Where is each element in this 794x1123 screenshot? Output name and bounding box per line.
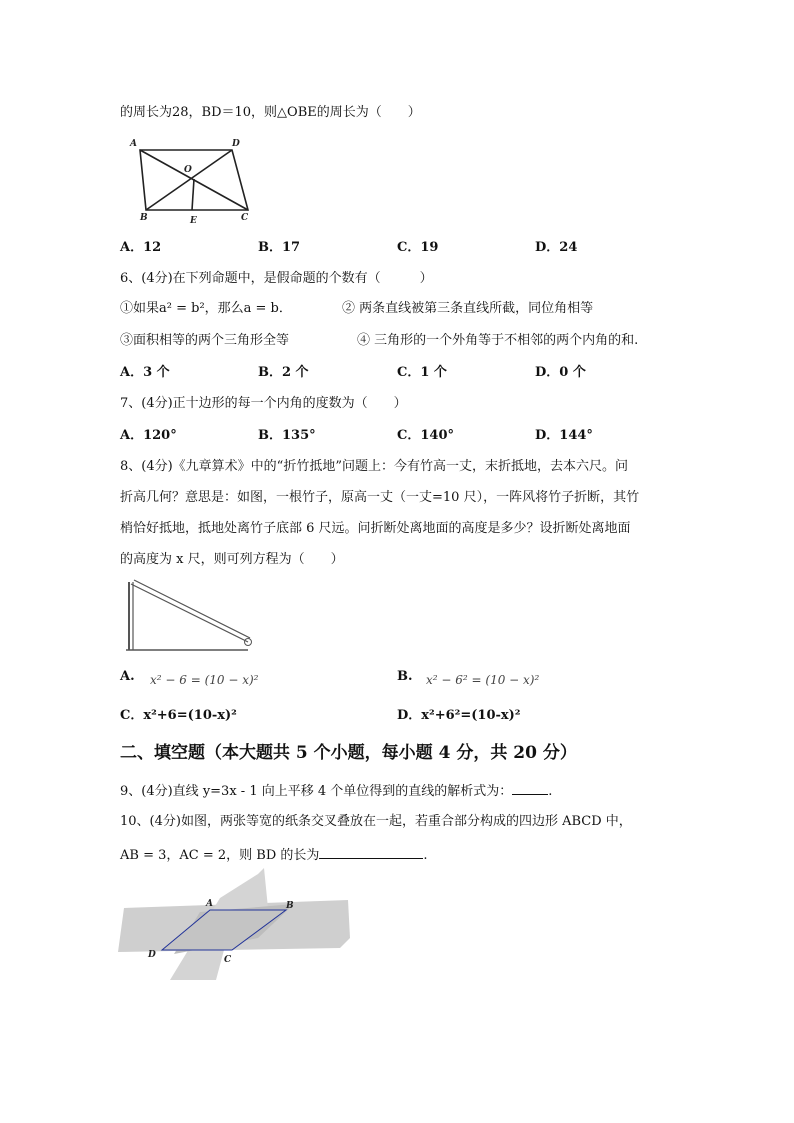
- q9-line: [120, 780, 552, 801]
- q10-label-b: B: [286, 901, 294, 911]
- q10-answer-blank[interactable]: [319, 844, 423, 859]
- q5-stem: 的周长为28，BD＝10，则△OBE的周长为（ ）: [120, 105, 421, 120]
- q10-text: AB = 3，AC = 2，则 BD 的长为: [120, 848, 320, 863]
- q8-option-c[interactable]: C．x²+6=(10-x)²: [120, 708, 237, 723]
- q5-option-b[interactable]: B．17: [258, 240, 301, 255]
- q7-option-a[interactable]: A．120°: [120, 428, 177, 443]
- q5-label-e: E: [190, 216, 197, 226]
- q5-option-a[interactable]: A．12: [120, 240, 162, 255]
- q8-line-1: 8、(4分)《九章算术》中的“折竹抵地”问题上：今有竹高一丈，末折抵地，去本六尺。问: [120, 459, 628, 474]
- q8-option-d[interactable]: D．x²+6²=(10-x)²: [397, 708, 521, 723]
- q6-stem: 6、(4分)在下列命题中，是假命题的个数有（ ）: [120, 271, 433, 286]
- q10-paper-strips-figure: [118, 868, 378, 980]
- q8-option-b-label[interactable]: B.: [397, 669, 413, 684]
- q5-label-o: O: [184, 165, 192, 175]
- q10-label-c: C: [224, 955, 232, 965]
- q6-option-a[interactable]: A．3 个: [120, 365, 170, 380]
- q9-end: .: [548, 784, 553, 799]
- section-2-heading: 二、填空题（本大题共 5 个小题，每小题 4 分，共 20 分）: [120, 743, 577, 763]
- q8-option-a-equation: x² − 6 = (10 − x)²: [150, 673, 259, 687]
- q10-label-a: A: [206, 899, 213, 909]
- q8-line-3: 梢恰好抵地，抵地处离竹子底部 6 尺远。问折断处离地面的高度是多少？设折断处离地面: [120, 521, 631, 536]
- q5-option-d[interactable]: D．24: [535, 240, 578, 255]
- q6-option-d[interactable]: D．0 个: [535, 365, 586, 380]
- q8-option-a-label[interactable]: A.: [120, 669, 135, 684]
- q6-option-c[interactable]: C．1 个: [397, 365, 447, 380]
- q10-line-1: 10、(4分)如图，两张等宽的纸条交叉叠放在一起，若重合部分构成的四边形 ABCD 中，: [120, 814, 632, 829]
- q10-end: .: [423, 848, 428, 863]
- q7-option-c[interactable]: C．140°: [397, 428, 454, 443]
- q7-option-d[interactable]: D．144°: [535, 428, 593, 443]
- q8-option-b-equation: x² − 6² = (10 − x)²: [426, 673, 540, 687]
- q5-label-c: C: [241, 213, 249, 223]
- q9-text: 9、(4分)直线 y=3x - 1 向上平移 4 个单位得到的直线的解析式为：: [120, 784, 513, 799]
- q5-label-d: D: [232, 139, 240, 149]
- q6-option-b[interactable]: B．2 个: [258, 365, 309, 380]
- q8-bamboo-figure: [124, 578, 262, 654]
- q7-stem: 7、(4分)正十边形的每一个内角的度数为（ ）: [120, 396, 407, 411]
- q10-line-2: [120, 844, 428, 865]
- q6-proposition-4: ④ 三角形的一个外角等于不相邻的两个内角的和.: [357, 333, 639, 348]
- q7-option-b[interactable]: B．135°: [258, 428, 316, 443]
- q6-proposition-3: ③面积相等的两个三角形全等: [120, 333, 290, 348]
- q5-option-c[interactable]: C．19: [397, 240, 439, 255]
- q6-proposition-2: ② 两条直线被第三条直线所截，同位角相等: [342, 301, 594, 316]
- q8-line-4: 的高度为 x 尺，则可列方程为（ ）: [120, 552, 344, 567]
- q5-label-a: A: [130, 139, 137, 149]
- q8-line-2: 折高几何？意思是：如图，一根竹子，原高一丈（一丈=10 尺），一阵风将竹子折断，其竹: [120, 490, 640, 505]
- q5-parallelogram-figure: [128, 136, 258, 228]
- q5-label-b: B: [140, 213, 148, 223]
- q10-label-d: D: [148, 950, 156, 960]
- q6-proposition-1: ①如果a² = b²，那么a = b．: [120, 301, 292, 316]
- q9-answer-blank[interactable]: [512, 780, 548, 795]
